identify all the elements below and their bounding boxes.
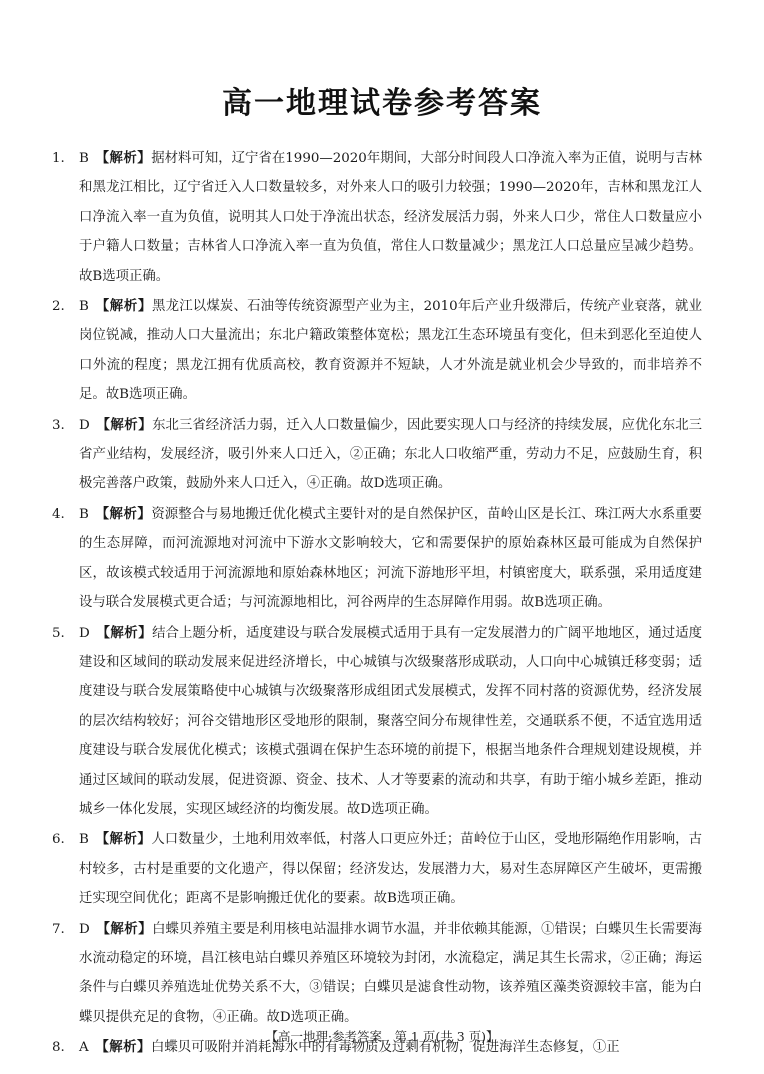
answer-choice: B bbox=[79, 299, 89, 315]
analysis-tag: 【解析】 bbox=[96, 920, 153, 937]
analysis-text: 白蝶贝养殖主要是利用核电站温排水调节水温，并非依赖其能源，①错误；白蝶贝生长需要海水流动稳定的环境，昌江核电站白蝶贝养殖区环境较为封闭，水流稳定，满足其生长需求，②正确；海运条件与白蝶贝养殖选址优势关系不大，③错误；白蝶贝是滤食性动物，该养殖区藻类资源较丰富，能为白蝶贝提供充足的食物，④正确。故D选项正确。 bbox=[79, 921, 702, 1025]
question-number: 7. bbox=[52, 921, 65, 937]
question-number: 3. bbox=[52, 417, 65, 433]
answer-list bbox=[52, 144, 702, 1064]
analysis-text: 资源整合与易地搬迁优化模式主要针对的是自然保护区，苗岭山区是长江、珠江两大水系重要的生态屏障，而河流源地对河流中下游水文影响较大，它和需要保护的原始森林区最可能成为自然保护区，故该模式较适用于河流源地和原始森林地区；河流下游地形平坦，村镇密度大，联系强，采用适度建设与联合发展模式更合适；与河流源地相比，河谷两岸的生态屏障作用弱。故B选项正确。 bbox=[79, 506, 703, 611]
question-number: 4. bbox=[52, 506, 65, 522]
analysis-text: 白蝶贝可吸附并消耗海水中的有毒物质及过剩有机物，促进海洋生态修复，①正 bbox=[150, 1040, 620, 1056]
answer-choice: D bbox=[79, 921, 90, 937]
analysis-tag: 【解析】 bbox=[96, 416, 153, 433]
analysis-text: 结合上题分析，适度建设与联合发展模式适用于具有一定发展潜力的广阔平地地区，通过适度建设和区域间的联动发展来促进经济增长，中心城镇与次级聚落形成联动，人口向中心城镇迁移变弱；适度建设与联合发展策略使中心城镇与次级聚落形成组团式发展模式，发挥不同村落的资源优势，经济发展的层次结构较好；河谷交错地形区受地形的限制，聚落空间分布规律性差，交通联系不便，不适宜选用适度建设与联合发展优化模式；该模式强调在保护生态环境的前提下，根据当地条件合理规划建设规模，并通过区域间的联动发展，促进资源、资金、技术、人才等要素的流动和共享，有助于缩小城乡差距，推动城乡一体化发展，实现区域经济的均衡发展。故D选项正确。 bbox=[79, 625, 702, 817]
answer-choice: B bbox=[79, 506, 89, 522]
analysis-tag: 【解析】 bbox=[95, 1039, 151, 1056]
page-title: 高一地理试卷参考答案 bbox=[222, 86, 542, 121]
analysis-tag: 【解析】 bbox=[95, 150, 152, 166]
question-number: 5. bbox=[52, 625, 65, 641]
answer-item bbox=[52, 292, 702, 410]
answer-item bbox=[52, 825, 702, 913]
question-number: 2. bbox=[52, 299, 65, 315]
question-number: 8. bbox=[52, 1040, 65, 1056]
answer-choice: D bbox=[79, 417, 90, 433]
analysis-tag: 【解析】 bbox=[96, 624, 153, 641]
answer-choice: A bbox=[79, 1040, 89, 1056]
question-number: 1. bbox=[52, 151, 65, 166]
answer-choice: B bbox=[79, 832, 89, 848]
answer-choice: B bbox=[79, 151, 89, 166]
answer-item bbox=[52, 619, 702, 825]
question-number: 6. bbox=[52, 832, 65, 848]
answer-item bbox=[52, 915, 702, 1033]
analysis-tag: 【解析】 bbox=[95, 831, 152, 848]
analysis-text: 黑龙江以煤炭、石油等传统资源型产业为主，2010年后产业升级滞后，传统产业衰落，就业岗位锐减，推动人口大量流出；东北户籍政策整体宽松；黑龙江生态环境虽有变化，但未到恶化至迫使人口外流的程度；黑龙江拥有优质高校，教育资源并不短缺，人才外流是就业机会少导致的，而非培养不足。故B选项正确。 bbox=[79, 299, 703, 403]
answer-item bbox=[52, 500, 702, 618]
analysis-tag: 【解析】 bbox=[95, 505, 152, 522]
analysis-tag: 【解析】 bbox=[95, 298, 153, 315]
answer-item bbox=[52, 411, 702, 499]
analysis-text: 东北三省经济活力弱，迁入人口数量偏少，因此要实现人口与经济的持续发展，应优化东北三省产业结构，发展经济，吸引外来人口迁入，②正确；东北人口收缩严重，劳动力不足，应鼓励生育，积极完善落户政策，鼓励外来人口迁入，④正确。故D选项正确。 bbox=[79, 417, 702, 492]
analysis-text: 据材料可知，辽宁省在1990—2020年期间，大部分时间段人口净流入率为正值，说明与吉林和黑龙江相比，辽宁省迁入人口数量较多，对外来人口的吸引力较强；1990—2020年，吉林和黑龙江人口净流入率一直为负值，说明其人口处于净流出状态，经济发展活力弱，外来人口少，常住人口数量应小于户籍人口数量；吉林省人口净流入率一直为负值，常住人口数量减少；黑龙江人口总量应呈减少趋势。故B选项正确。 bbox=[79, 151, 703, 284]
page-footer: 【高一地理·参考答案 第 1 页(共 3 页)】 bbox=[265, 1029, 499, 1044]
answer-choice: D bbox=[79, 625, 90, 641]
analysis-text: 人口数量少，土地利用效率低，村落人口更应外迁；苗岭位于山区，受地形隔绝作用影响，古村较多，古村是重要的文化遗产，得以保留；经济发达，发展潜力大，易对生态屏障区产生破坏，更需搬迁实现空间优化；距离不是影响搬迁优化的要素。故B选项正确。 bbox=[79, 832, 703, 907]
answer-item bbox=[52, 144, 702, 291]
